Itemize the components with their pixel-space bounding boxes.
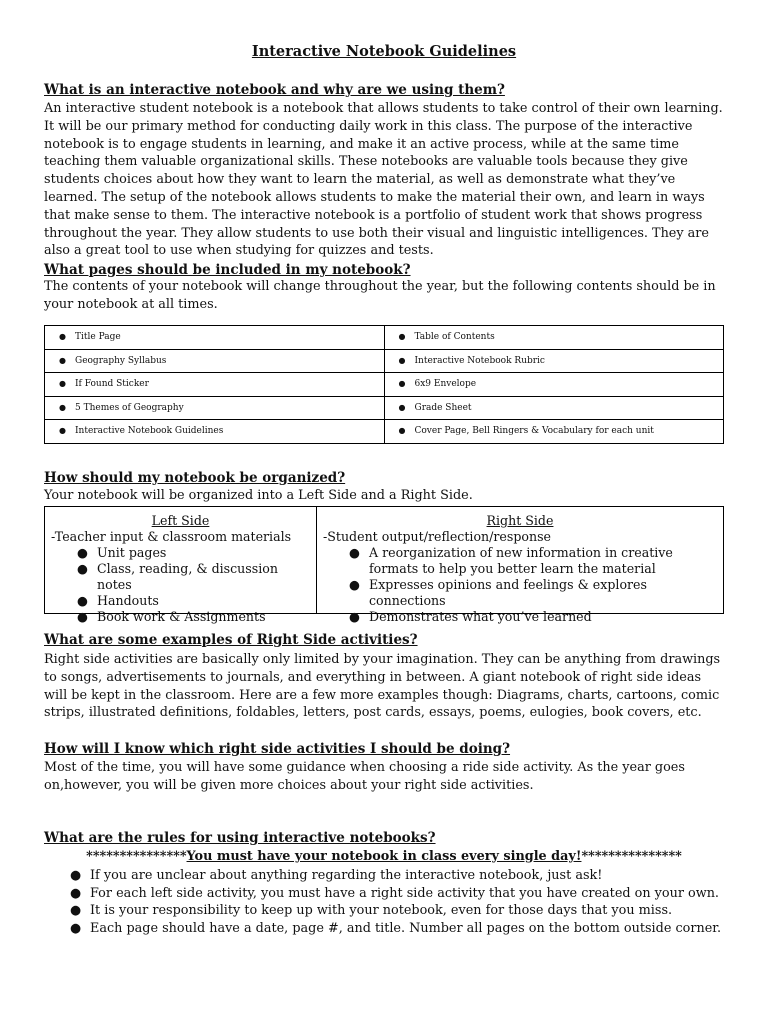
table-cell xyxy=(384,349,724,373)
cell-text: Cover Page, Bell Ringers & Vocabulary for each unit xyxy=(414,426,654,437)
cell-text: Geography Syllabus xyxy=(75,355,167,366)
list-item xyxy=(323,545,717,577)
table-cell xyxy=(45,349,385,373)
list-item-text: It is your responsibility to keep up with your notebook, even for those days that you miss. xyxy=(90,903,673,919)
heading-what-is: What is an interactive notebook and why are we using them? xyxy=(44,82,505,98)
list-item xyxy=(44,902,724,920)
list-item-text: Handouts xyxy=(97,593,159,608)
left-side-column xyxy=(45,507,317,624)
right-side-title: Right Side xyxy=(486,513,554,528)
list-item-text: For each left side activity, you must have a right side activity that you have created on your own. xyxy=(90,885,720,901)
bullet-icon: ● xyxy=(398,402,406,412)
table-cell xyxy=(45,326,385,350)
list-item xyxy=(51,609,310,625)
list-item xyxy=(323,609,717,625)
list-item xyxy=(44,885,724,903)
bullet-icon: ● xyxy=(59,426,66,436)
paragraph-pages: The contents of your notebook will change throughout the year, but the following contents should be in your notebook at all times. xyxy=(44,279,716,312)
table-row xyxy=(45,373,724,397)
list-item xyxy=(51,561,310,593)
list-item-text: Demonstrates what you’ve learned xyxy=(369,609,592,624)
table-cell xyxy=(384,420,724,444)
list-item xyxy=(44,920,724,938)
bullet-icon: ● xyxy=(349,545,360,560)
bullet-icon: ● xyxy=(59,402,66,412)
cell-text: 6x9 Envelope xyxy=(414,379,477,390)
cell-text: Interactive Notebook Rubric xyxy=(414,355,545,366)
heading-which: How will I know which right side activities I should be doing? xyxy=(44,741,511,757)
heading-examples: What are some examples of Right Side activities? xyxy=(44,632,418,648)
paragraph-which: Most of the time, you will have some guidance when choosing a ride side activity. As the year goes on,however, you will be given more choices about your right side activities. xyxy=(44,760,685,793)
table-cell xyxy=(45,420,385,444)
cell-text: Grade Sheet xyxy=(414,402,472,413)
list-item-text: Expresses opinions and feelings & explores connections xyxy=(369,577,647,608)
heading-rules: What are the rules for using interactive notebooks? xyxy=(44,830,436,846)
cell-text: Interactive Notebook Guidelines xyxy=(75,426,224,437)
list-item-text: A reorganization of new information in creative formats to help you better learn the material xyxy=(369,545,673,576)
rules-banner xyxy=(44,849,724,864)
document-title: Interactive Notebook Guidelines xyxy=(251,43,517,60)
bullet-icon: ● xyxy=(70,920,82,936)
bullet-icon: ● xyxy=(70,868,82,883)
list-item-text: Book work & Assignments xyxy=(97,609,266,624)
left-right-table xyxy=(44,506,724,624)
list-item-text: Class, reading, & discussion notes xyxy=(97,561,278,592)
table-cell xyxy=(384,396,724,420)
list-item xyxy=(51,545,310,561)
bullet-icon: ● xyxy=(398,355,406,365)
banner-text: You must have your notebook in class every single day! xyxy=(186,849,582,864)
list-item-text: Unit pages xyxy=(97,545,167,560)
banner-stars-right: *************** xyxy=(581,849,682,864)
left-side-title: Left Side xyxy=(151,513,210,528)
bullet-icon: ● xyxy=(398,332,406,342)
table-cell xyxy=(45,396,385,420)
table-cell xyxy=(384,326,724,350)
right-side-subtitle: -Student output/reflection/response xyxy=(323,529,551,544)
banner-stars-left: *************** xyxy=(86,849,187,864)
cell-text: Title Page xyxy=(75,332,121,343)
table-cell xyxy=(384,373,724,397)
bullet-icon: ● xyxy=(349,609,360,624)
table-row xyxy=(45,326,724,350)
right-side-column xyxy=(317,507,723,624)
bullet-icon: ● xyxy=(398,379,406,389)
bullet-icon: ● xyxy=(77,593,88,608)
paragraph-organized: Your notebook will be organized into a Left Side and a Right Side. xyxy=(44,488,473,503)
bullet-icon: ● xyxy=(59,355,66,365)
left-side-subtitle: -Teacher input & classroom materials xyxy=(51,529,292,544)
list-item-text: Each page should have a date, page #, and title. Number all pages on the bottom outside corner. xyxy=(90,920,722,936)
bullet-icon: ● xyxy=(77,561,88,576)
bullet-icon: ● xyxy=(77,609,88,624)
list-item-text: If you are unclear about anything regarding the interactive notebook, just ask! xyxy=(90,868,603,883)
bullet-icon: ● xyxy=(349,577,360,592)
bullet-icon: ● xyxy=(70,885,82,901)
table-cell xyxy=(45,373,385,397)
bullet-icon: ● xyxy=(398,426,406,436)
right-side-list xyxy=(323,545,717,625)
cell-text: Table of Contents xyxy=(414,332,495,343)
heading-organized: How should my notebook be organized? xyxy=(44,470,346,486)
paragraph-what-is: An interactive student notebook is a notebook that allows students to take control of their own learning. It will be our primary method for conducting daily work in this class. The purpose of the interactive notebook is to engage students in learning, and make it an active process, while at the same time teaching them valuable organizational skills. These notebooks are valuable tools because they give students choices about how they want to learn the material, as well as demonstrate what they’ve learned. The setup of the notebook allows students to make the material their own, and learn in ways that make sense to them. The interactive notebook is a portfolio of student work that shows progress throughout the year. They allow students to use both their visual and linguistic intelligences. They are also a great tool to use when studying for quizzes and tests. xyxy=(44,101,723,259)
table-row xyxy=(45,349,724,373)
list-item xyxy=(44,867,724,885)
bullet-icon: ● xyxy=(70,903,82,919)
list-item xyxy=(51,593,310,609)
bullet-icon: ● xyxy=(59,379,66,389)
contents-table xyxy=(44,325,724,444)
list-item xyxy=(323,577,717,609)
left-side-list xyxy=(51,545,310,625)
heading-pages: What pages should be included in my notebook? xyxy=(44,262,411,278)
paragraph-examples: Right side activities are basically only limited by your imagination. They can be anything from drawings to songs, advertisements to journals, and everything in between. A giant notebook of right side ideas will be kept in the classroom. Here are a few more examples though: Diagrams, charts, cartoons, comic strips, illustrated definitions, foldables, letters, post cards, essays, poems, eulogies, book covers, etc. xyxy=(44,652,721,721)
cell-text: If Found Sticker xyxy=(75,379,149,390)
table-row xyxy=(45,420,724,444)
bullet-icon: ● xyxy=(59,332,66,342)
rules-list xyxy=(44,867,724,937)
cell-text: 5 Themes of Geography xyxy=(75,402,184,413)
bullet-icon: ● xyxy=(77,545,88,560)
table-row xyxy=(45,396,724,420)
